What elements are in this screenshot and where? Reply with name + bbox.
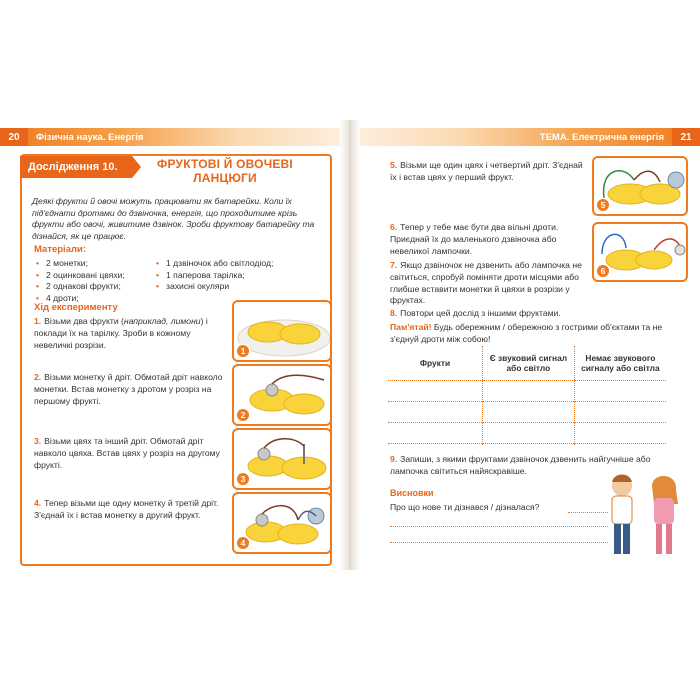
study-title: ФРУКТОВІ Й ОВОЧЕВІ ЛАНЦЮГИ xyxy=(157,157,293,185)
materials-list-1 xyxy=(36,258,125,304)
left-header-title: Фізична наука. Енергія xyxy=(36,131,144,143)
step-number: 8. xyxy=(390,308,398,318)
material-item: • захисні окуляри xyxy=(156,281,273,293)
conclusions-question: Про що нове ти дізнався / дізналася? xyxy=(390,502,540,512)
photo-number-badge: 2 xyxy=(236,408,250,422)
photo-number-badge: 3 xyxy=(236,472,250,486)
step-number: 1. xyxy=(34,316,42,326)
step-text: Запиши, з якими фруктами дзвіночок дзвенить найгучніше або лампочка світиться найяскравіше. xyxy=(390,454,651,476)
study-tab: Дослідження 10. xyxy=(20,156,132,178)
results-table xyxy=(388,346,666,445)
photo-number-badge: 6 xyxy=(596,264,610,278)
study-intro: Деякі фрукти й овочі можуть працювати як батарейки. Коли їх під'єднати дротами до дзвіночка, енергія, що проходитиме крізь фрукти або овочі, живитиме дзвінок. Зроби фруктову батарейку та дізнайся, як це працює. xyxy=(32,196,315,241)
step-text: Візьми монетку й дріт. Обмотай дріт навколо монетки. Встав монетку з дротом у розріз на першому фрукті. xyxy=(34,372,223,406)
table-row xyxy=(388,422,666,443)
answer-line[interactable] xyxy=(390,542,608,543)
step-number: 5. xyxy=(390,160,398,170)
safety-note xyxy=(390,322,670,345)
photo-number-badge: 4 xyxy=(236,536,250,550)
table-cell[interactable] xyxy=(483,422,575,443)
step-3 xyxy=(34,436,224,471)
procedure-heading: Хід експерименту xyxy=(34,302,118,313)
left-page-number: 20 xyxy=(0,128,28,146)
table-cell[interactable] xyxy=(483,401,575,422)
table-cell[interactable] xyxy=(388,422,483,443)
right-header-bar xyxy=(360,128,700,146)
material-item: • 2 однакові фрукти; xyxy=(36,281,125,293)
step-number: 3. xyxy=(34,436,42,446)
conclusions-heading: Висновки xyxy=(390,488,434,498)
table-cell[interactable] xyxy=(388,401,483,422)
step-number: 9. xyxy=(390,454,398,464)
book-gutter xyxy=(340,120,360,570)
step-text: ) і поклади їх на тарілку. Зроби в кожному невеличкі розрізи. xyxy=(34,316,208,350)
column-header-fruits: Фрукти xyxy=(388,346,483,380)
step-text: Візьми два фрукти ( xyxy=(44,316,124,326)
step-text: Тепер візьми ще одну монетку й третій дріт. З'єднай їх і встав монетку в другий фрукт. xyxy=(34,498,219,520)
right-header-title: ТЕМА. Електрична енергія xyxy=(539,131,664,143)
step-text: Якщо дзвіночок не дзвенить або лампочка не світиться, спробуй поміняти дроти місцями або глибше вставити монетки й цвяхи в розрізи у фруктах. xyxy=(390,260,582,306)
table-cell[interactable] xyxy=(574,422,666,443)
photo-number-badge: 5 xyxy=(596,198,610,212)
answer-line[interactable] xyxy=(390,526,608,527)
photo-step-1 xyxy=(232,300,332,362)
step-number: 7. xyxy=(390,260,398,270)
table-cell xyxy=(483,443,575,445)
table-cell xyxy=(574,443,666,445)
step-number: 6. xyxy=(390,222,398,232)
table-row xyxy=(388,443,666,445)
photo-number-badge: 1 xyxy=(236,344,250,358)
step-4 xyxy=(34,498,224,522)
right-page-number: 21 xyxy=(672,128,700,146)
photo-step-6 xyxy=(592,222,688,282)
photo-step-3 xyxy=(232,428,332,490)
step-6 xyxy=(390,222,590,257)
photo-step-2 xyxy=(232,364,332,426)
safety-note-label: Пам'ятай! xyxy=(390,322,432,332)
step-1 xyxy=(34,316,224,351)
step-number: 2. xyxy=(34,372,42,382)
materials-heading: Матеріали: xyxy=(34,244,87,255)
table-cell[interactable] xyxy=(574,401,666,422)
table-cell[interactable] xyxy=(483,380,575,401)
column-header-no-signal: Немає звукового сигналу або світла xyxy=(574,346,666,380)
column-header-signal: Є звуковий сигнал або світло xyxy=(483,346,575,380)
step-8 xyxy=(390,308,670,320)
material-item: • 1 паперова тарілка; xyxy=(156,270,273,282)
left-header-bar xyxy=(0,128,340,146)
materials-list-2 xyxy=(156,258,273,293)
step-text-italic: наприклад, лимони xyxy=(123,316,201,326)
step-5 xyxy=(390,160,590,184)
photo-step-4 xyxy=(232,492,332,554)
safety-note-text: Будь обережним / обережною з гострими об'єктами та не з'єднуй дроти між собою! xyxy=(390,322,663,344)
table-cell xyxy=(388,443,483,445)
book-spread xyxy=(0,120,700,570)
material-item: • 1 дзвіночок або світлодіод; xyxy=(156,258,273,270)
table-row xyxy=(388,401,666,422)
step-text: Тепер у тебе має бути два вільні дроти. Приєднай їх до маленького дзвіночка або невеликої лампочки. xyxy=(390,222,559,256)
step-text: Повтори цей дослід з іншими фруктами. xyxy=(400,308,561,318)
material-item: • 2 оцинковані цвяхи; xyxy=(36,270,125,282)
step-text: Візьми цвях та інший дріт. Обмотай дріт навколо цвяха. Встав цвях у розріз на другому фрукті. xyxy=(34,436,220,470)
results-table-header xyxy=(388,346,666,380)
step-text: Візьми ще один цвях і четвертий дріт. З'єднай їх і встав цвях у перший фрукт. xyxy=(390,160,583,182)
photo-step-5 xyxy=(592,156,688,216)
table-cell[interactable] xyxy=(574,380,666,401)
material-item: • 4 дроти; xyxy=(36,293,125,305)
material-item: • 2 монетки; xyxy=(36,258,125,270)
children-illustration xyxy=(592,470,692,570)
step-7 xyxy=(390,260,590,307)
step-2 xyxy=(34,372,224,407)
table-cell[interactable] xyxy=(388,380,483,401)
step-number: 4. xyxy=(34,498,42,508)
table-row xyxy=(388,380,666,401)
